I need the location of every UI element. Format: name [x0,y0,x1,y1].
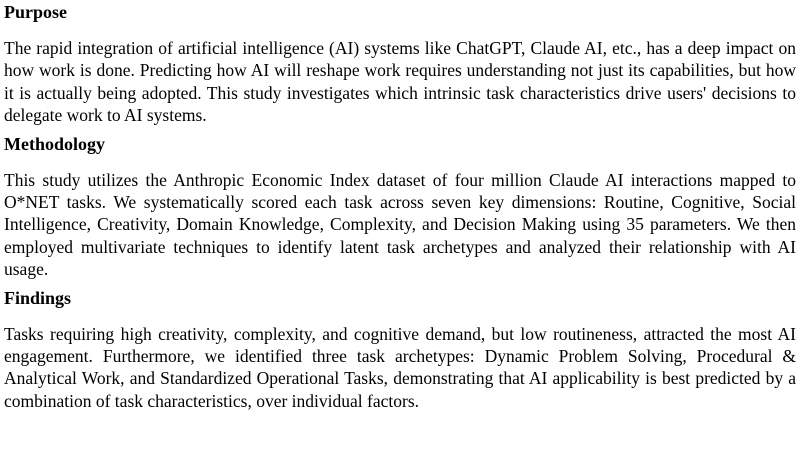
section-body-methodology: This study utilizes the Anthropic Economic Index dataset of four million Claude AI interactions mapped to O*NET tasks. We systematically scored each task across seven key dimensions: Routine, Cognitive, Social Intelligence, Creativity, Domain Knowledge, Complexity, and Decision Making using 35 parameters. We then employed multivariate techniques to identify latent task archetypes and analyzed their relationship with AI usage. [4,169,796,280]
section-body-purpose: The rapid integration of artificial intelligence (AI) systems like ChatGPT, Claude AI, etc., has a deep impact on how work is done. Predicting how AI will reshape work requires understanding not just its capabilities, but how it is actually being adopted. This study investigates which intrinsic task characteristics drive users' decisions to delegate work to AI systems. [4,38,796,126]
abstract-document [4,0,796,450]
section-heading-findings: Findings [4,287,72,308]
section-heading-purpose: Purpose [4,2,67,22]
section-body-findings: Tasks requiring high creativity, complexity, and cognitive demand, but low routineness, attracted the most AI engagement. Furthermore, we identified three task archetypes: Dynamic Problem Solving, Procedural & Analytical Work, and Standardized Operational Tasks, demonstrating that AI applicability is best predicted by a combination of task characteristics, over individual factors. [4,323,796,411]
section-heading-methodology: Methodology [4,133,105,154]
